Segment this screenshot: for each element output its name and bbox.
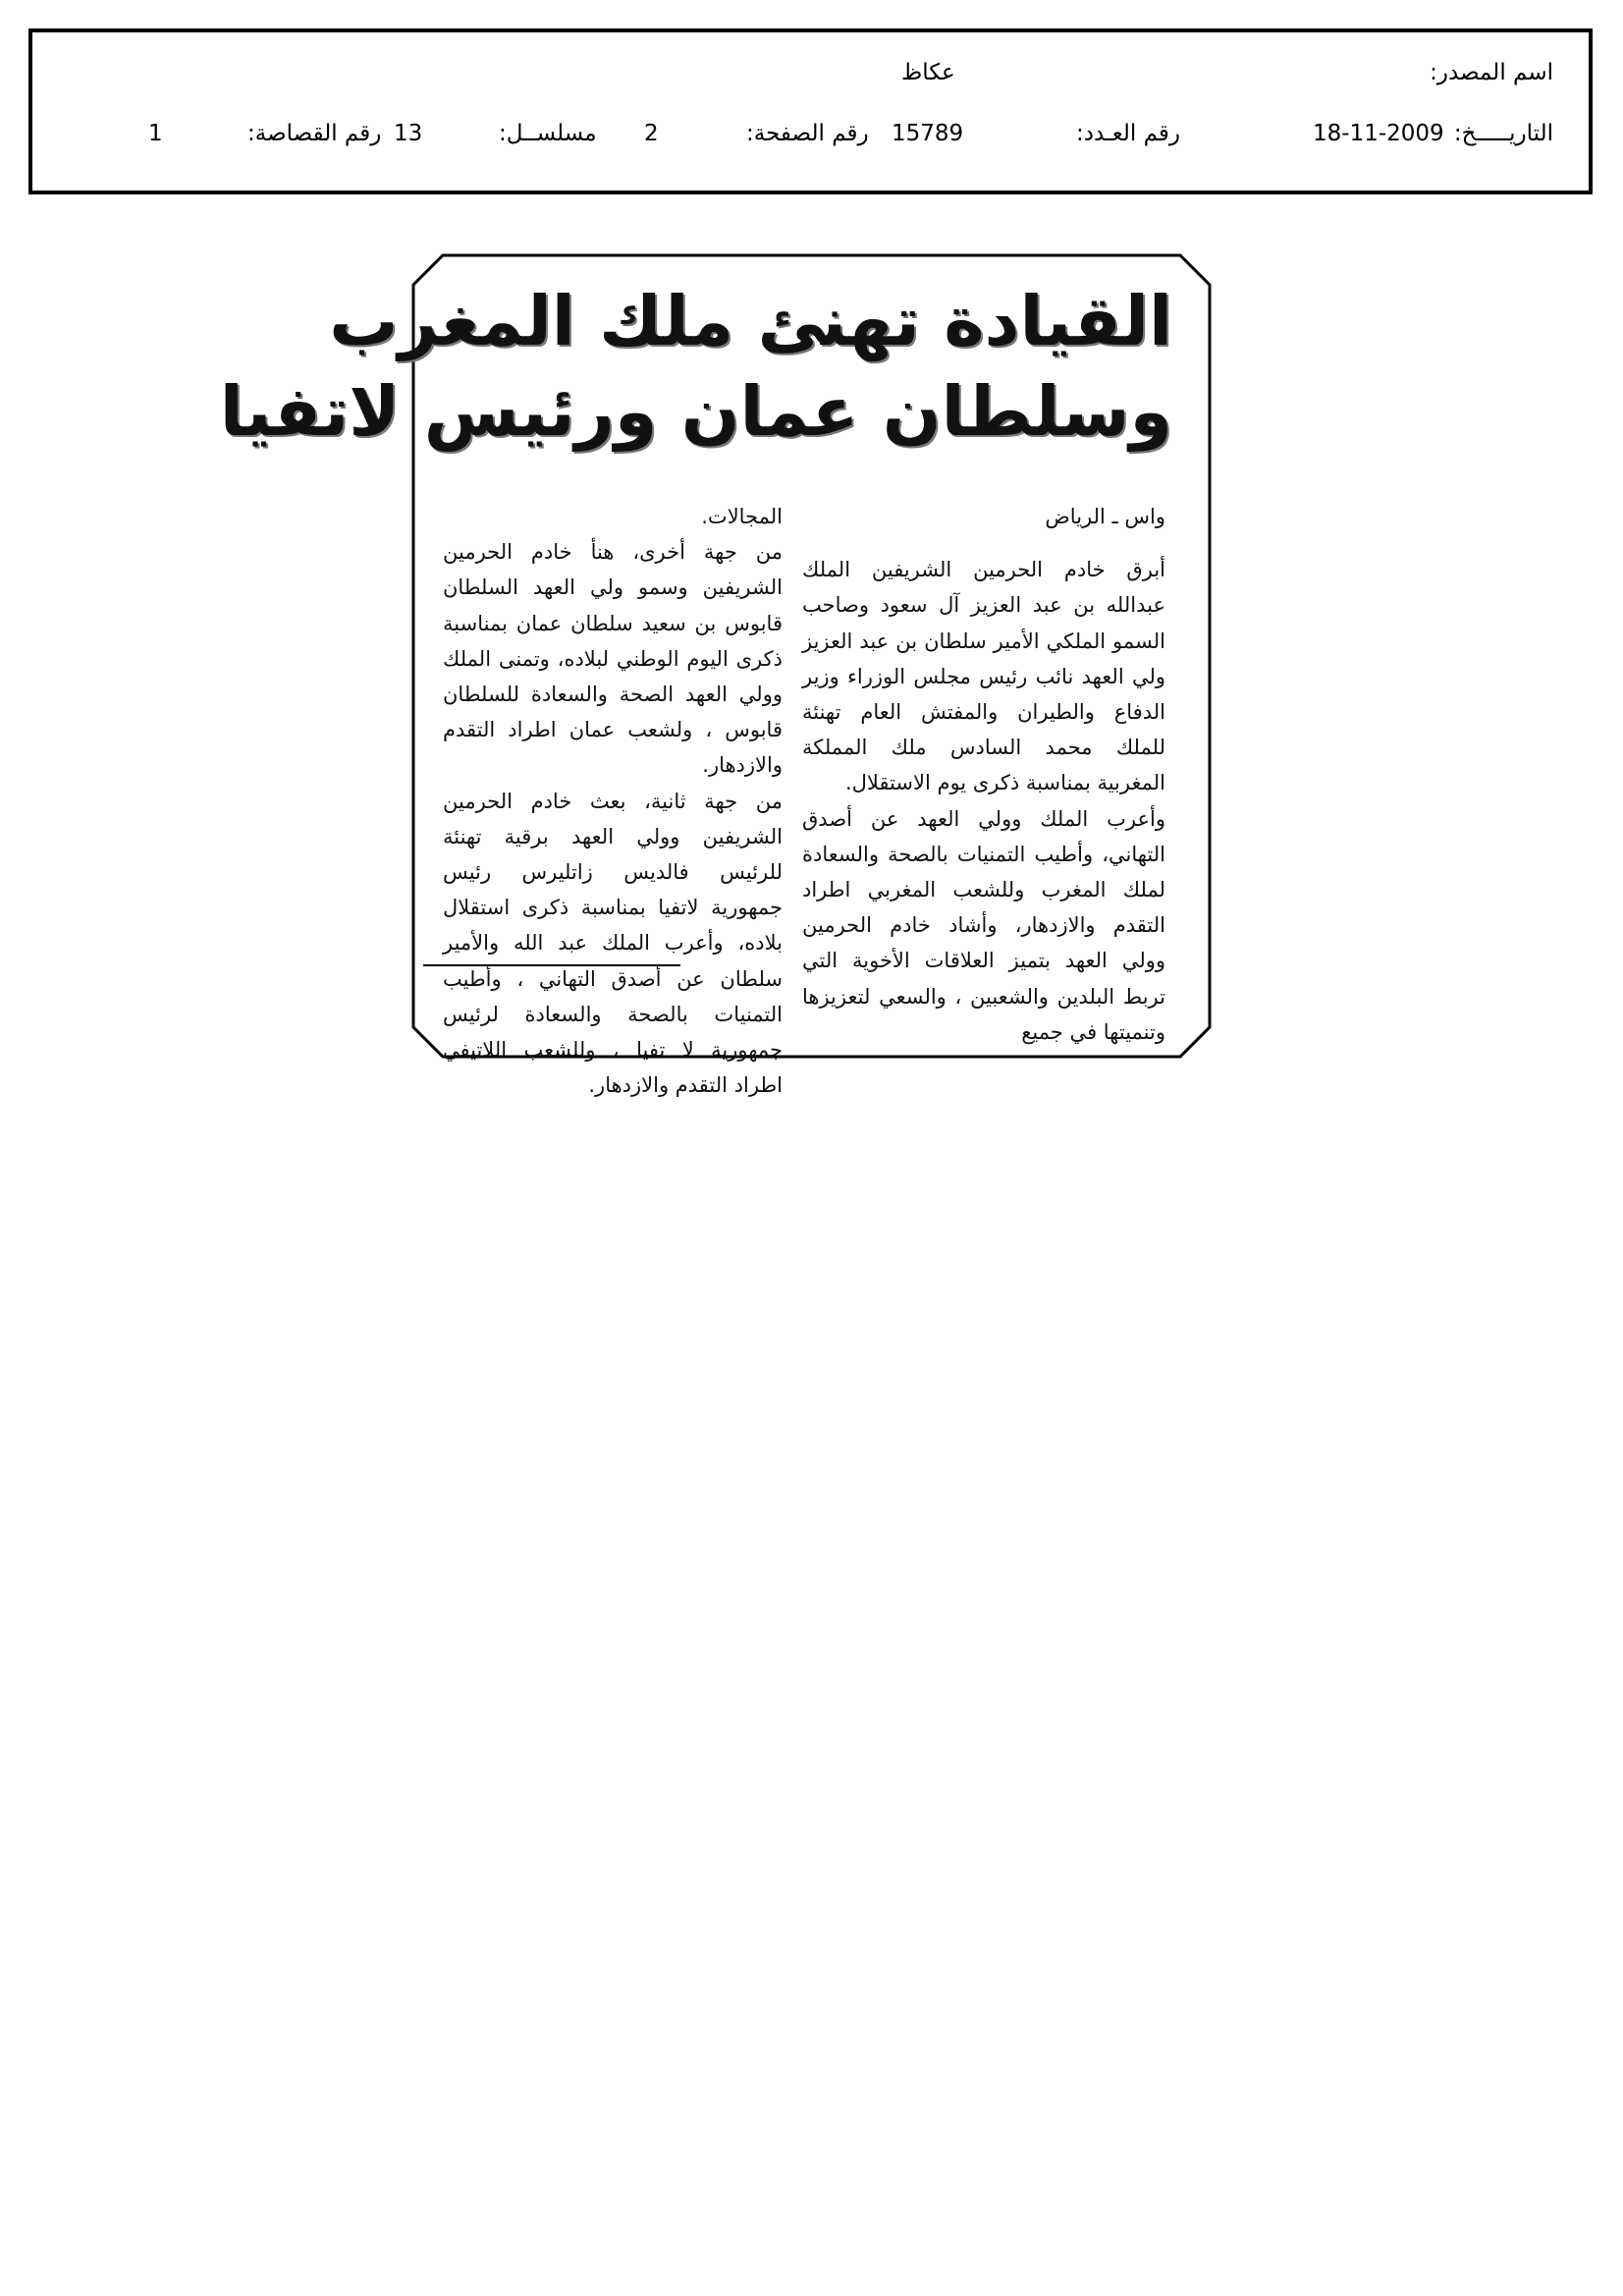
clip-number-label: رقم القصاصة:: [247, 121, 382, 146]
clip-number-value: 1: [148, 121, 163, 146]
issue-label: رقم العـدد:: [1076, 121, 1181, 146]
paragraph: من جهة ثانية، بعث خادم الحرمين الشريفين وولي العهد برقية تهنئة للرئيس فالديس زاتليرس رئيس جمهورية لاتفيا بمناسبة ذكرى استقلال بلاده، وأعرب الملك عبد الله والأمير سلطان عن أصدق التهاني ، وأطيب التمنيات بالصحة والسعادة لرئيس جمهورية لا تفيا ، وللشعب اللاتيفي اطراد التقدم والازدهار.: [443, 789, 783, 1098]
source-label: اسم المصدر:: [1430, 60, 1553, 85]
paragraph: المجالات.: [701, 505, 783, 528]
newspaper-clipping: [219, 253, 1212, 1098]
date-label: التاريـــــخ:: [1453, 121, 1553, 146]
headline-line-2: وسلطان عمان ورئيس لاتفيا: [219, 371, 1172, 452]
paragraph: من جهة أخرى، هنأ خادم الحرمين الشريفين وسمو ولي العهد السلطان قابوس بن سعيد سلطان عمان بمناسبة ذكرى اليوم الوطني لبلاده، وتمنى الملك وولي العهد الصحة والسعادة للسلطان قابوس ، ولشعب عمان اطراد التقدم والازدهار.: [443, 540, 783, 778]
date-value: 18-11-2009: [1313, 121, 1444, 146]
serial-label: مسلســل:: [499, 121, 597, 146]
header-box: [28, 28, 1593, 194]
page-value: 2: [644, 121, 659, 146]
issue-value: 15789: [892, 121, 964, 146]
article-column-right: [802, 499, 1165, 1050]
article-column-left: [443, 499, 783, 1103]
paragraph: أبرق خادم الحرمين الشريفين الملك عبدالله بن عبد العزيز آل سعود وصاحب السمو الملكي الأمير سلطان بن عبد العزيز ولي العهد نائب رئيس مجلس الوزراء وزير الدفاع والطيران والمفتش العام تهنئة للملك محمد السادس ملك المملكة المغربية بمناسبة ذكرى يوم الاستقلال.: [802, 558, 1165, 795]
paragraph: وأعرب الملك وولي العهد عن أصدق التهاني، وأطيب التمنيات بالصحة والسعادة لملك المغرب وللشعب المغربي اطراد التقدم والازدهار، وأشاد خادم الحرمين وولي العهد بتميز العلاقات الأخوية التي تربط البلدين والشعبين ، والسعي لتعزيزها وتنميتها في جميع: [802, 806, 1165, 1044]
source-value: عكاظ: [901, 60, 955, 85]
dateline: واس ـ الرياض: [1045, 505, 1165, 528]
headline-line-1: القيادة تهنئ ملك المغرب: [329, 281, 1172, 361]
serial-value: 13: [394, 121, 423, 146]
hand-underline-mark: [423, 964, 680, 966]
page-label: رقم الصفحة:: [746, 121, 869, 146]
